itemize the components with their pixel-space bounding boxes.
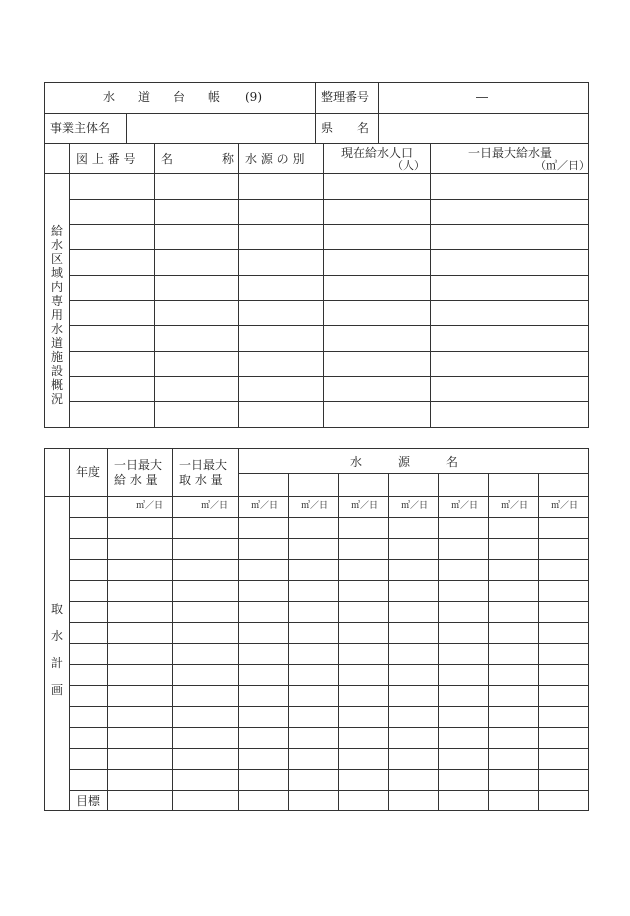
t1-col-rule xyxy=(323,143,324,428)
max-supply-col-header: 一日最大 xyxy=(114,458,163,472)
t2-border-bottom xyxy=(44,810,589,811)
t2-row-rule xyxy=(69,622,589,623)
t2-border-right xyxy=(588,448,589,811)
water-source-name-header: 水 源 名 xyxy=(350,455,459,469)
year-header: 年度 xyxy=(76,465,101,479)
t2-border-left xyxy=(44,448,45,811)
t2-row-rule xyxy=(69,643,589,644)
t1-rule xyxy=(44,173,589,174)
t2-row-rule xyxy=(69,664,589,665)
t2-row-rule xyxy=(69,538,589,539)
t2-col-rule xyxy=(538,473,539,811)
t1-row-rule xyxy=(69,249,589,250)
t1-row-rule xyxy=(69,300,589,301)
t2-col-rule xyxy=(488,473,489,811)
reg-number-value: ― xyxy=(476,90,488,104)
population-header: 現在給水人口 xyxy=(341,146,414,160)
t2-col-rule xyxy=(388,473,389,811)
t1-row-rule xyxy=(69,376,589,377)
unit-label: ㎥／日 xyxy=(501,501,529,511)
unit-label: ㎥／日 xyxy=(251,501,279,511)
t1-row-rule xyxy=(69,224,589,225)
t2-row-rule xyxy=(69,769,589,770)
t2-row-rule xyxy=(69,706,589,707)
max-supply-header: 一日最大給水量 xyxy=(468,146,553,160)
t2-col-rule xyxy=(107,448,108,811)
title-char: 道 xyxy=(138,90,151,104)
unit-label: ㎥／日 xyxy=(351,501,379,511)
prefecture-label: 県 名 xyxy=(321,121,370,135)
max-intake-col-header: 一日最大 xyxy=(179,458,228,472)
unit-label: ㎥／日 xyxy=(401,501,429,511)
overview-side-label: 給水区域内専用水道施設概況 xyxy=(50,224,63,406)
t2-row-rule xyxy=(69,580,589,581)
reg-number-label: 整理番号 xyxy=(321,90,370,104)
intake-plan-side-label: 取水計画 xyxy=(50,602,63,697)
t1-col-rule xyxy=(315,82,316,144)
t2-col-rule xyxy=(238,448,239,811)
map-number-header: 図 上 番 号 xyxy=(76,152,136,166)
t1-row-rule xyxy=(69,199,589,200)
unit-label: ㎥／日 xyxy=(551,501,579,511)
population-unit: （人） xyxy=(392,159,425,172)
t2-source-divider xyxy=(238,473,589,474)
max-supply-unit: （㎥／日） xyxy=(535,159,590,172)
t1-col-rule xyxy=(69,143,70,428)
t1-border-bottom xyxy=(44,427,589,428)
t2-row-rule xyxy=(69,748,589,749)
t2-row-rule xyxy=(69,517,589,518)
t1-col-rule xyxy=(154,143,155,428)
t1-col-rule xyxy=(238,143,239,428)
t1-row-rule xyxy=(69,325,589,326)
t1-col-rule xyxy=(430,143,431,428)
t1-row-rule xyxy=(69,401,589,402)
t2-col-rule xyxy=(69,448,70,811)
title-char: 帳 xyxy=(208,90,221,104)
title-char: 水 xyxy=(103,90,116,104)
unit-label: ㎥／日 xyxy=(201,501,229,511)
t2-col-rule xyxy=(288,473,289,811)
t2-row-rule xyxy=(69,685,589,686)
t2-col-rule xyxy=(438,473,439,811)
t1-border-right xyxy=(588,82,589,428)
t1-border-top xyxy=(44,82,589,83)
t2-border-top xyxy=(44,448,589,449)
t1-border-left xyxy=(44,82,45,428)
target-row-label: 目標 xyxy=(76,794,101,808)
t2-row-rule xyxy=(69,559,589,560)
unit-label: ㎥／日 xyxy=(136,501,164,511)
t1-col-rule xyxy=(378,82,379,144)
t2-col-rule xyxy=(172,448,173,811)
t2-header-bottom xyxy=(44,496,589,497)
unit-label: ㎥／日 xyxy=(301,501,329,511)
t2-row-rule xyxy=(69,727,589,728)
t2-row-rule xyxy=(69,790,589,791)
t2-col-rule xyxy=(338,473,339,811)
t1-row-rule xyxy=(69,275,589,276)
t1-row-rule xyxy=(69,351,589,352)
entity-name-label: 事業主体名 xyxy=(50,121,111,135)
name-header-right: 称 xyxy=(222,152,235,166)
t2-row-rule xyxy=(69,601,589,602)
max-intake-col-header: 取 水 量 xyxy=(179,473,223,487)
unit-label: ㎥／日 xyxy=(451,501,479,511)
title-char: 台 xyxy=(173,90,186,104)
max-supply-col-header: 給 水 量 xyxy=(114,473,158,487)
title-number: (9) xyxy=(245,90,262,104)
name-header-left: 名 xyxy=(161,152,174,166)
t1-col-rule xyxy=(126,113,127,144)
source-type-header: 水 源 の 別 xyxy=(245,152,305,166)
